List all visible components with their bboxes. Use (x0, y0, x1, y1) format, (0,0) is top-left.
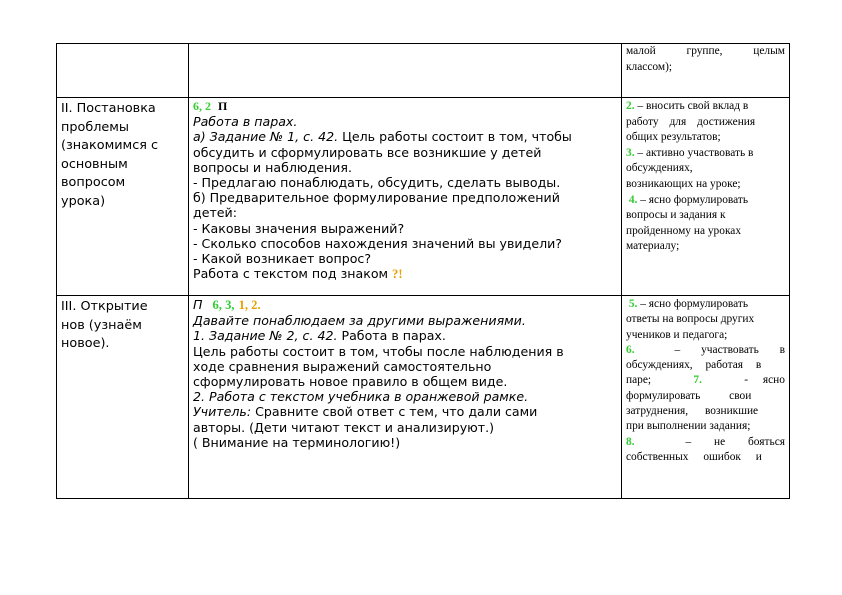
column-divider-1 (188, 43, 189, 499)
row2-stage-title: III. Открытие нов (узнаём новое). (61, 299, 148, 352)
row0-right-cell (626, 44, 785, 75)
row1-activity-cell: 6, 2 П Работа в парах. а) Задание № 1, с. 42. Цель работы состоит в том, чтобы обсудить и сформулировать все возникшие у детей вопросы и наблюдения. - Предлагаю понаблюдать, обсудить, сделать выводы. б) Предварительное формулирование предположений детей: - Каковы значения выражений? - Сколько способов нахождения значений вы увидели? - Какой возникает вопрос? Работа с текстом под знаком ?! (193, 99, 618, 282)
table-bottom-border (56, 498, 790, 499)
row0-right-line2: классом); (626, 60, 673, 73)
table-right-border (789, 43, 790, 499)
row1-code-letter: П (218, 99, 228, 113)
row1-codes (193, 99, 618, 114)
row2-competency-cell: 5. – ясно формулировать ответы на вопросы других учеников и педагога; 6. – участвовать в обсуждениях, работая в паре; 7. - ясно формулировать свои затруднения, возникшие при выполнении задания; 8. – не бояться собственных ошибок и (626, 298, 785, 463)
column-divider-2 (621, 43, 622, 499)
row-divider-2 (56, 295, 790, 296)
row0-right-line1: малой группе, целым (626, 45, 785, 57)
table-left-border (56, 43, 57, 499)
question-exclamation-mark: ?! (392, 267, 403, 282)
row2-codes: П 6, 3, 1, 2. (193, 297, 261, 312)
row1-code-green: 6, 2 (193, 99, 211, 113)
row2-activity-cell: П 6, 3, 1, 2. Давайте понаблюдаем за другими выражениями. 1. Задание № 2, с. 42. Работа в парах. Цель работы состоит в том, чтобы после наблюдения в ходе сравнения выражений самостоятельно сформулировать новое правило в общем виде. 2. Работа с текстом учебника в оранжевой рамке. Учитель: Сравните свой ответ с тем, что дали сами авторы. (Дети читают текст и анализируют.) ( Внимание на терминологию!) (193, 297, 618, 450)
row1-competency-cell: 2. – вносить свой вклад в работу для достижения общих результатов; 3. – активно участвовать в обсуждениях, возникающих на уроке; 4. – ясно формулировать вопросы и задания к пройденному на уроках материалу; (626, 100, 756, 253)
row-divider-1 (56, 97, 790, 98)
row1-stage-title: II. Постановка проблемы (знакомимся с основным вопросом урока) (61, 101, 159, 209)
